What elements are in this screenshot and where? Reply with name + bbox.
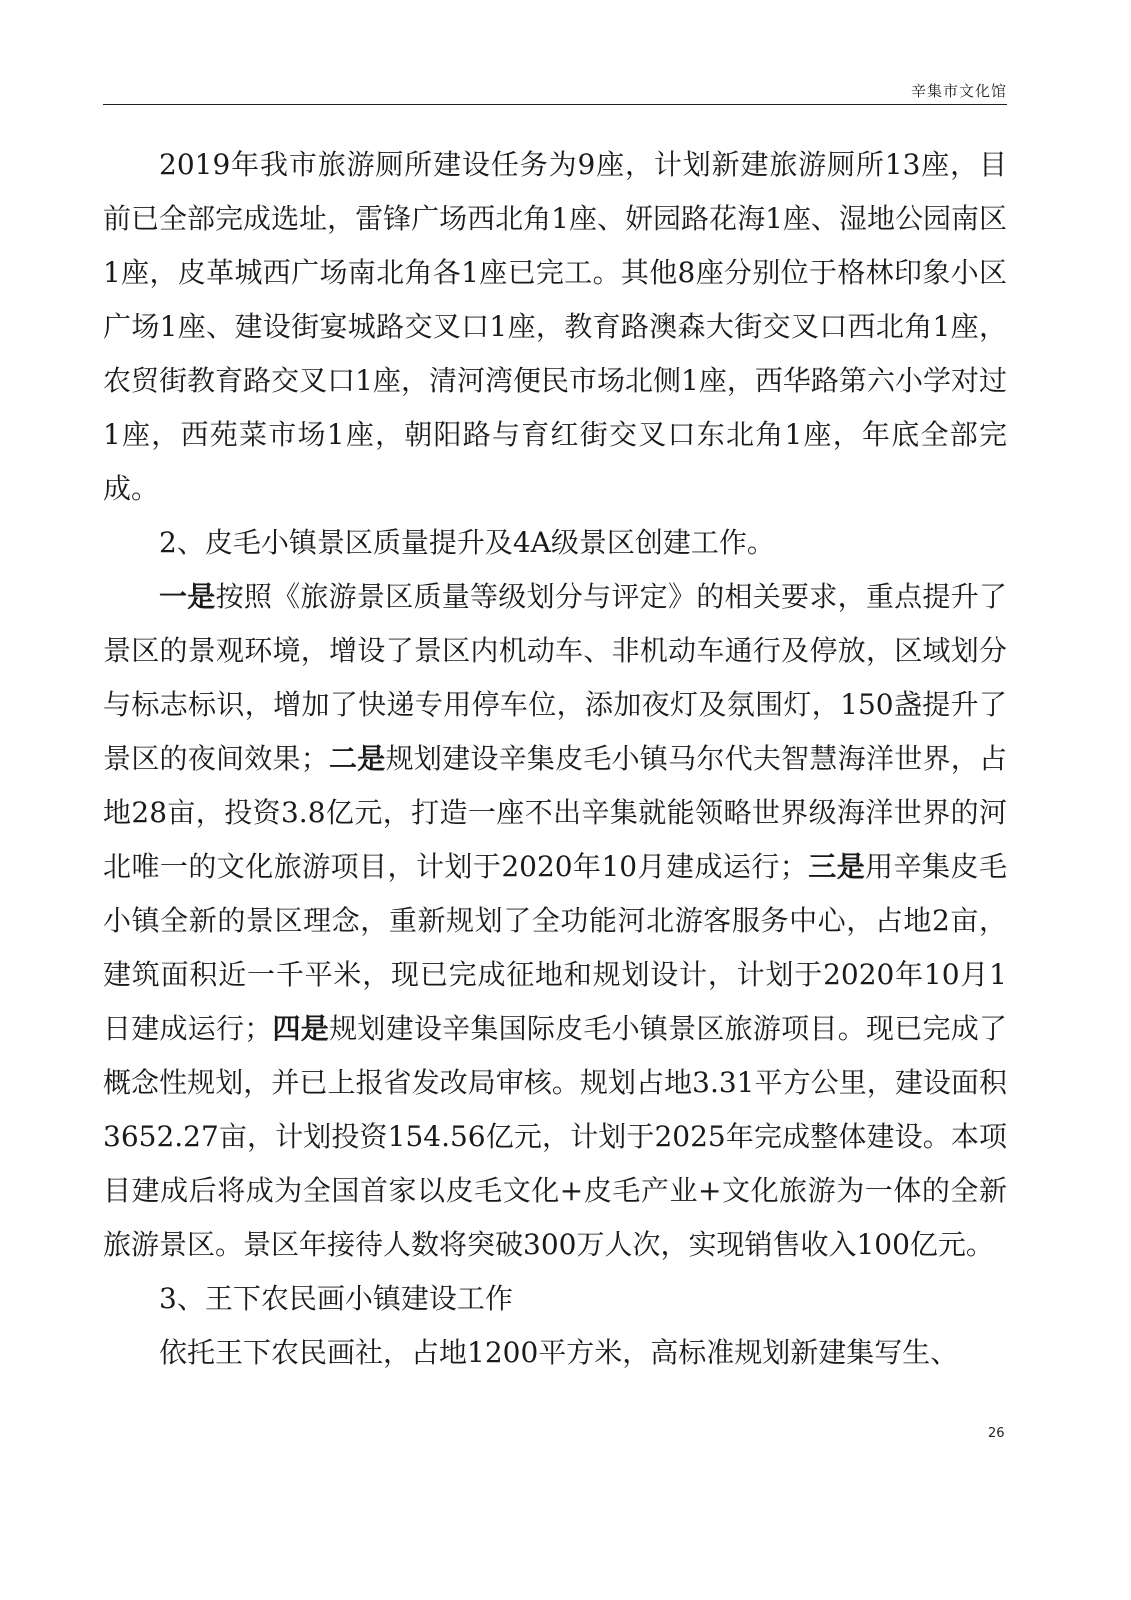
list-marker-4: 四是 xyxy=(272,1012,330,1045)
list-marker-3: 三是 xyxy=(807,850,866,883)
list-marker-1: 一是 xyxy=(159,580,216,613)
paragraph-fur-town-part-1: 按照《旅游景区质量等级划分与评定》的相关要求，重点提升了景区的景观环境，增设了景区内机动车、非机动车通行及停放，区域划分与标志标识，增加了快递专用停车位，添加夜灯及氛围灯，150盏提升了景区的夜间效果； xyxy=(103,580,1007,775)
page-number: 26 xyxy=(988,1426,1005,1441)
document-body xyxy=(103,138,1007,1380)
paragraph-fur-town-part-2: 规划建设辛集皮毛小镇马尔代夫智慧海洋世界，占地28亩，投资3.8亿元，打造一座不出辛集就能领略世界级海洋世界的河北唯一的文化旅游项目，计划于2020年10月建成运行； xyxy=(103,742,1007,883)
paragraph-peasant-painting: 依托王下农民画社，占地1200平方米，高标准规划新建集写生、 xyxy=(159,1336,959,1369)
section-heading-2: 2、皮毛小镇景区质量提升及4A级景区创建工作。 xyxy=(159,526,775,559)
section-heading-3: 3、王下农民画小镇建设工作 xyxy=(159,1282,513,1315)
paragraph-fur-town xyxy=(103,570,1007,1272)
page-header xyxy=(103,0,1007,105)
paragraph-fur-town-part-3: 用辛集皮毛小镇全新的景区理念，重新规划了全功能河北游客服务中心，占地2亩，建筑面积近一千平米，现已完成征地和规划设计，计划于2020年10月1日建成运行； xyxy=(103,850,1007,1045)
paragraph-fur-town-part-4: 规划建设辛集国际皮毛小镇景区旅游项目。现已完成了概念性规划，并已上报省发改局审核。规划占地3.31平方公里，建设面积3652.27亩，计划投资154.56亿元，计划于2025年完成整体建设。本项目建成后将成为全国首家以皮毛文化+皮毛产业+文化旅游为一体的全新旅游景区。景区年接待人数将突破300万人次，实现销售收入100亿元。 xyxy=(103,1012,1007,1261)
header-title: 辛集市文化馆 xyxy=(910,82,1007,100)
list-marker-2: 二是 xyxy=(328,742,386,775)
paragraph-toilets: 2019年我市旅游厕所建设任务为9座，计划新建旅游厕所13座，目前已全部完成选址，雷锋广场西北角1座、妍园路花海1座、湿地公园南区1座，皮革城西广场南北角各1座已完工。其他8座分别位于格林印象小区广场1座、建设街宴城路交叉口1座，教育路澳森大街交叉口西北角1座，农贸街教育路交叉口1座，清河湾便民市场北侧1座，西华路第六小学对过1座，西苑菜市场1座，朝阳路与育红街交叉口东北角1座，年底全部完成。 xyxy=(103,148,1007,505)
